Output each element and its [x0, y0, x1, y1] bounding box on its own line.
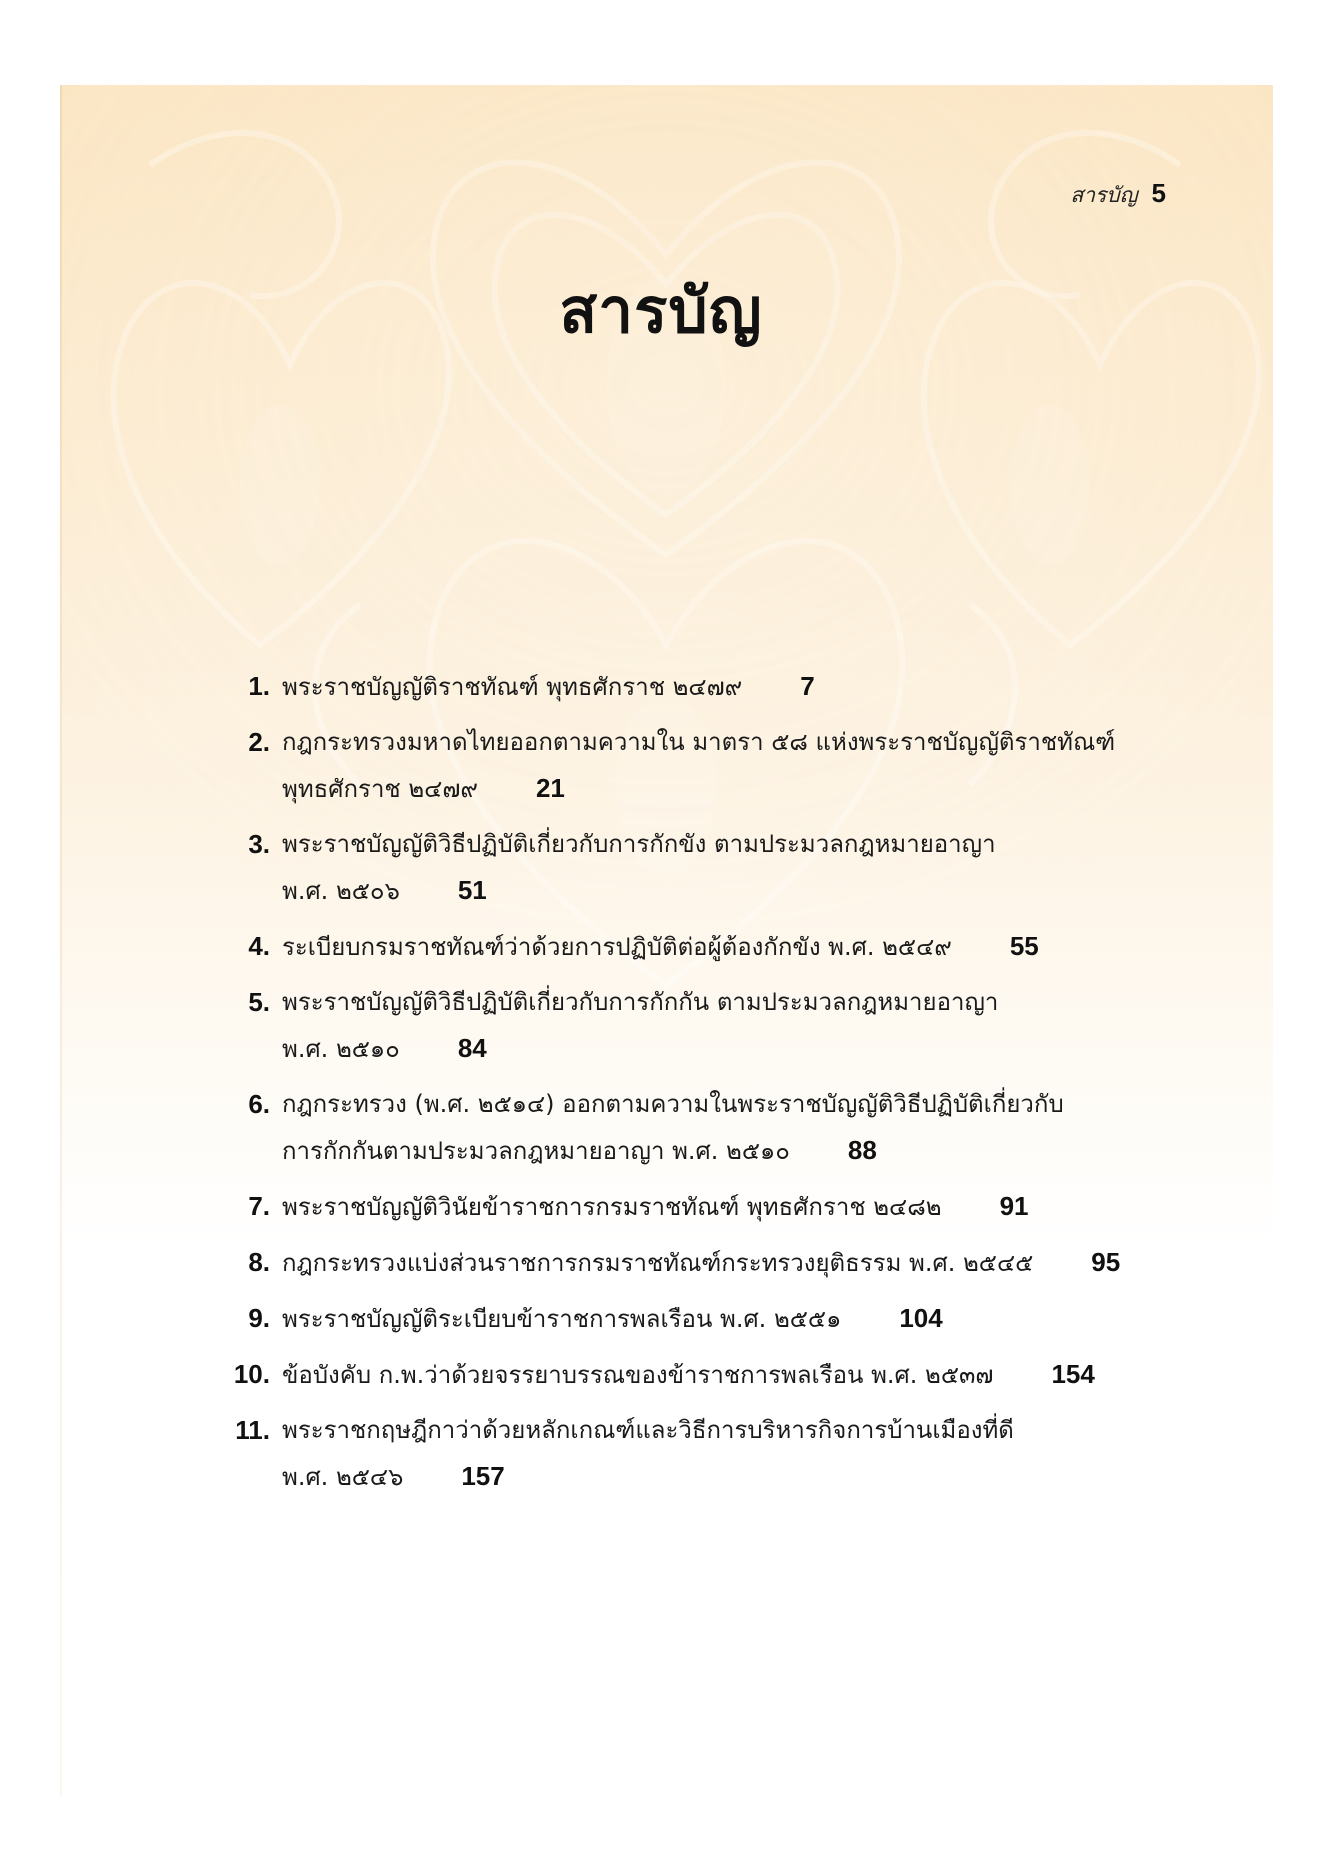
toc-entry-text	[282, 1183, 1190, 1230]
toc-entry-text	[282, 923, 1190, 970]
toc-entry-number: 6.	[248, 1089, 270, 1119]
toc-entry-text	[282, 979, 1190, 1072]
toc-entry[interactable]	[230, 1081, 1190, 1174]
toc-entry-title: กฎกระทรวงแบ่งส่วนราชการกรมราชทัณฑ์กระทรวงยุติธรรม พ.ศ. ๒๕๔๕	[282, 1249, 1034, 1277]
toc-entry-line	[282, 1183, 1190, 1230]
toc-entry-line	[282, 1025, 1190, 1072]
toc-entry-title: พระราชบัญญัติระเบียบข้าราชการพลเรือน พ.ศ. ๒๕๕๑	[282, 1305, 842, 1333]
toc-entry-text	[282, 1295, 1190, 1342]
page-number: 5	[1151, 178, 1166, 208]
toc-entry-number: 1.	[248, 671, 270, 701]
toc-entry-number: 8.	[248, 1247, 270, 1277]
toc-entry-page[interactable]: 51	[457, 875, 487, 905]
toc-entry-title: พ.ศ. ๒๕๔๖	[282, 1463, 404, 1491]
toc-entry-line	[282, 1295, 1190, 1342]
toc-entry[interactable]	[230, 979, 1190, 1072]
toc-entry-page[interactable]: 55	[1009, 931, 1039, 961]
toc-entry-line: พระราชกฤษฎีกาว่าด้วยหลักเกณฑ์และวิธีการบริหารกิจการบ้านเมืองที่ดี	[282, 1416, 1014, 1444]
toc-entry-page[interactable]: 104	[899, 1303, 943, 1333]
table-of-contents	[230, 663, 1190, 1509]
page-title: สารบัญ	[559, 274, 763, 347]
toc-entry-text	[282, 1081, 1190, 1174]
running-head-label: สารบัญ	[1070, 183, 1138, 207]
toc-entry-number: 10.	[233, 1359, 270, 1389]
toc-entry[interactable]	[230, 1239, 1190, 1286]
toc-entry-page[interactable]: 84	[457, 1033, 487, 1063]
toc-entry-text	[282, 1407, 1190, 1500]
toc-entry-title: ข้อบังคับ ก.พ.ว่าด้วยจรรยาบรรณของข้าราชการพลเรือน พ.ศ. ๒๕๓๗	[282, 1361, 994, 1389]
toc-entry-text	[282, 821, 1190, 914]
toc-entry-line	[282, 867, 1190, 914]
toc-entry-title: พ.ศ. ๒๕๑๐	[282, 1035, 400, 1063]
toc-entry-number: 9.	[248, 1303, 270, 1333]
running-head	[1070, 178, 1166, 212]
toc-entry-number: 2.	[248, 727, 270, 757]
toc-entry-title: พ.ศ. ๒๕๐๖	[282, 877, 400, 905]
toc-entry-number: 3.	[248, 829, 270, 859]
toc-entry-line	[282, 1239, 1190, 1286]
toc-entry[interactable]	[230, 821, 1190, 914]
toc-entry-line: พระราชบัญญัติวิธีปฏิบัติเกี่ยวกับการกักกัน ตามประมวลกฎหมายอาญา	[282, 988, 999, 1016]
toc-entry-line	[282, 923, 1190, 970]
toc-entry-line	[282, 663, 1190, 710]
toc-entry[interactable]	[230, 1183, 1190, 1230]
toc-entry-page[interactable]: 7	[800, 671, 815, 701]
toc-entry-line: พระราชบัญญัติวิธีปฏิบัติเกี่ยวกับการกักขัง ตามประมวลกฎหมายอาญา	[282, 830, 996, 858]
toc-entry-line	[282, 1351, 1190, 1398]
toc-entry[interactable]	[230, 1351, 1190, 1398]
toc-entry-line	[282, 1127, 1190, 1174]
toc-entry-text	[282, 663, 1190, 710]
toc-entry-page[interactable]: 91	[999, 1191, 1029, 1221]
toc-entry-number: 4.	[248, 931, 270, 961]
toc-entry-number: 7.	[248, 1191, 270, 1221]
toc-entry-text	[282, 1239, 1190, 1286]
toc-entry-title: พระราชบัญญัติวินัยข้าราชการกรมราชทัณฑ์ พุทธศักราช ๒๔๘๒	[282, 1193, 942, 1221]
toc-entry-page[interactable]: 154	[1051, 1359, 1095, 1389]
toc-entry-page[interactable]: 21	[535, 773, 565, 803]
toc-entry-page[interactable]: 95	[1091, 1247, 1121, 1277]
toc-entry-line: กฎกระทรวงมหาดไทยออกตามความใน มาตรา ๕๘ แห่งพระราชบัญญัติราชทัณฑ์	[282, 728, 1116, 756]
toc-entry-title: พุทธศักราช ๒๔๗๙	[282, 775, 478, 803]
toc-entry[interactable]	[230, 923, 1190, 970]
toc-entry-line	[282, 1453, 1190, 1500]
toc-entry-title: ระเบียบกรมราชทัณฑ์ว่าด้วยการปฏิบัติต่อผู้ต้องกักขัง พ.ศ. ๒๕๔๙	[282, 933, 952, 961]
toc-entry-line	[282, 765, 1190, 812]
toc-entry[interactable]	[230, 719, 1190, 812]
toc-entry[interactable]	[230, 1295, 1190, 1342]
toc-entry[interactable]	[230, 663, 1190, 710]
toc-entry-text	[282, 1351, 1190, 1398]
toc-entry-text	[282, 719, 1190, 812]
toc-entry-title: การกักกันตามประมวลกฎหมายอาญา พ.ศ. ๒๕๑๐	[282, 1137, 790, 1165]
toc-entry-line: กฎกระทรวง (พ.ศ. ๒๕๑๔) ออกตามความในพระราชบัญญัติวิธีปฏิบัติเกี่ยวกับ	[282, 1090, 1064, 1118]
toc-entry[interactable]	[230, 1407, 1190, 1500]
toc-entry-page[interactable]: 157	[461, 1461, 505, 1491]
toc-entry-title: พระราชบัญญัติราชทัณฑ์ พุทธศักราช ๒๔๗๙	[282, 673, 743, 701]
toc-entry-number: 11.	[235, 1415, 270, 1445]
toc-entry-page[interactable]: 88	[847, 1135, 877, 1165]
toc-entry-number: 5.	[248, 987, 270, 1017]
